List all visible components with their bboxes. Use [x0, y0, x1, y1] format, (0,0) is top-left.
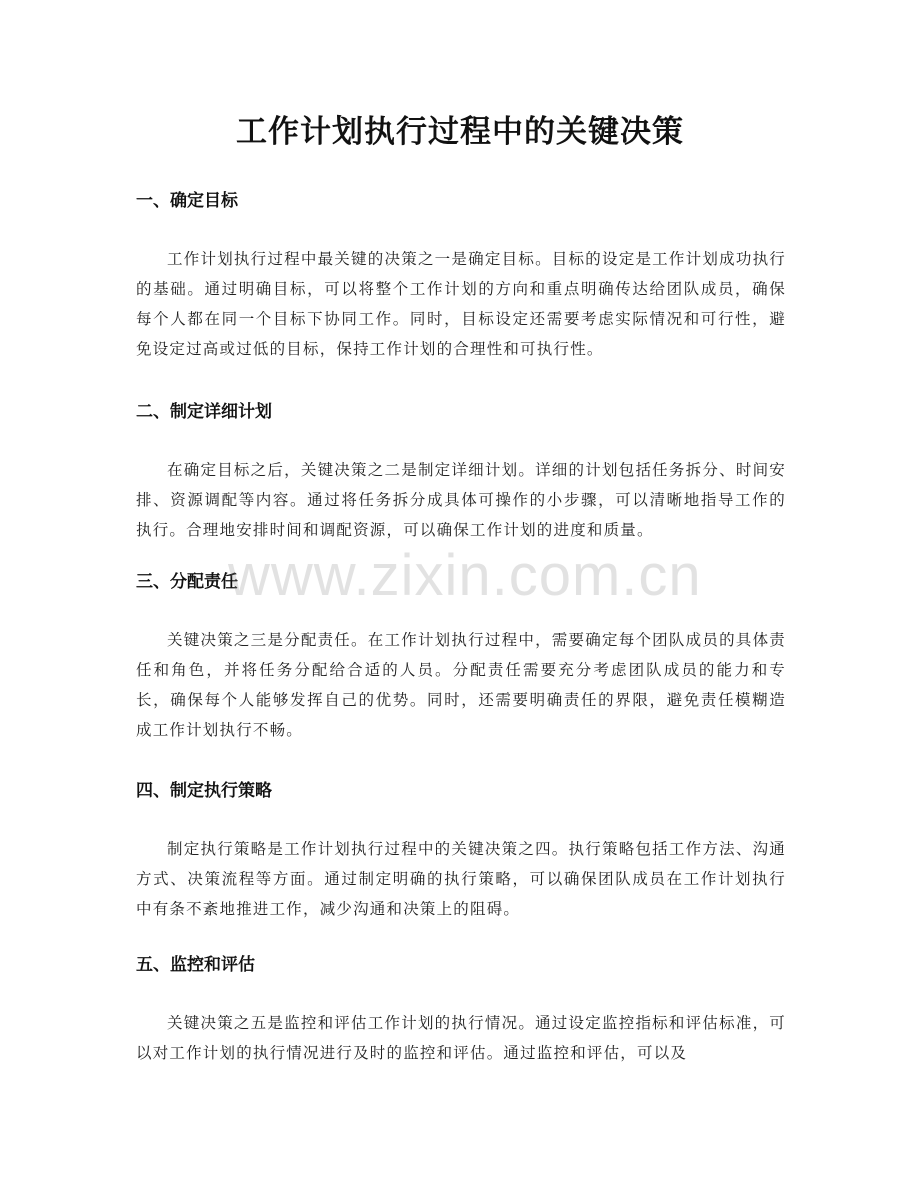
section-heading: 五、监控和评估 [136, 955, 255, 975]
section-4 [136, 777, 786, 924]
section-paragraph: 关键决策之五是监控和评估工作计划的执行情况。通过设定监控指标和评估标准，可以对工作计划的执行情况进行及时的监控和评估。通过监控和评估，可以及 [136, 1014, 786, 1062]
page-title: 工作计划执行过程中的关键决策 [236, 114, 684, 150]
section-5 [136, 951, 786, 1068]
section-1 [136, 187, 786, 364]
section-2 [136, 398, 786, 545]
section-3 [136, 568, 786, 745]
section-heading: 二、制定详细计划 [136, 402, 272, 422]
section-paragraph: 在确定目标之后，关键决策之二是制定详细计划。详细的计划包括任务拆分、时间安排、资源调配等内容。通过将任务拆分成具体可操作的小步骤，可以清晰地指导工作的执行。合理地安排时间和调配资源，可以确保工作计划的进度和质量。 [136, 461, 786, 539]
section-paragraph: 制定执行策略是工作计划执行过程中的关键决策之四。执行策略包括工作方法、沟通方式、决策流程等方面。通过制定明确的执行策略，可以确保团队成员在工作计划执行中有条不紊地推进工作，减少沟通和决策上的阻碍。 [136, 840, 786, 918]
section-heading: 三、分配责任 [136, 572, 238, 592]
section-paragraph: 关键决策之三是分配责任。在工作计划执行过程中，需要确定每个团队成员的具体责任和角色，并将任务分配给合适的人员。分配责任需要充分考虑团队成员的能力和专长，确保每个人能够发挥自己的优势。同时，还需要明确责任的界限，避免责任模糊造成工作计划执行不畅。 [136, 631, 786, 739]
watermark-text: www.zixin.com.cn [228, 543, 702, 608]
section-paragraph: 工作计划执行过程中最关键的决策之一是确定目标。目标的设定是工作计划成功执行的基础。通过明确目标，可以将整个工作计划的方向和重点明确传达给团队成员，确保每个人都在同一个目标下协同工作。同时，目标设定还需要考虑实际情况和可行性，避免设定过高或过低的目标，保持工作计划的合理性和可执行性。 [136, 250, 786, 358]
section-heading: 一、确定目标 [136, 191, 238, 211]
section-heading: 四、制定执行策略 [136, 781, 272, 801]
